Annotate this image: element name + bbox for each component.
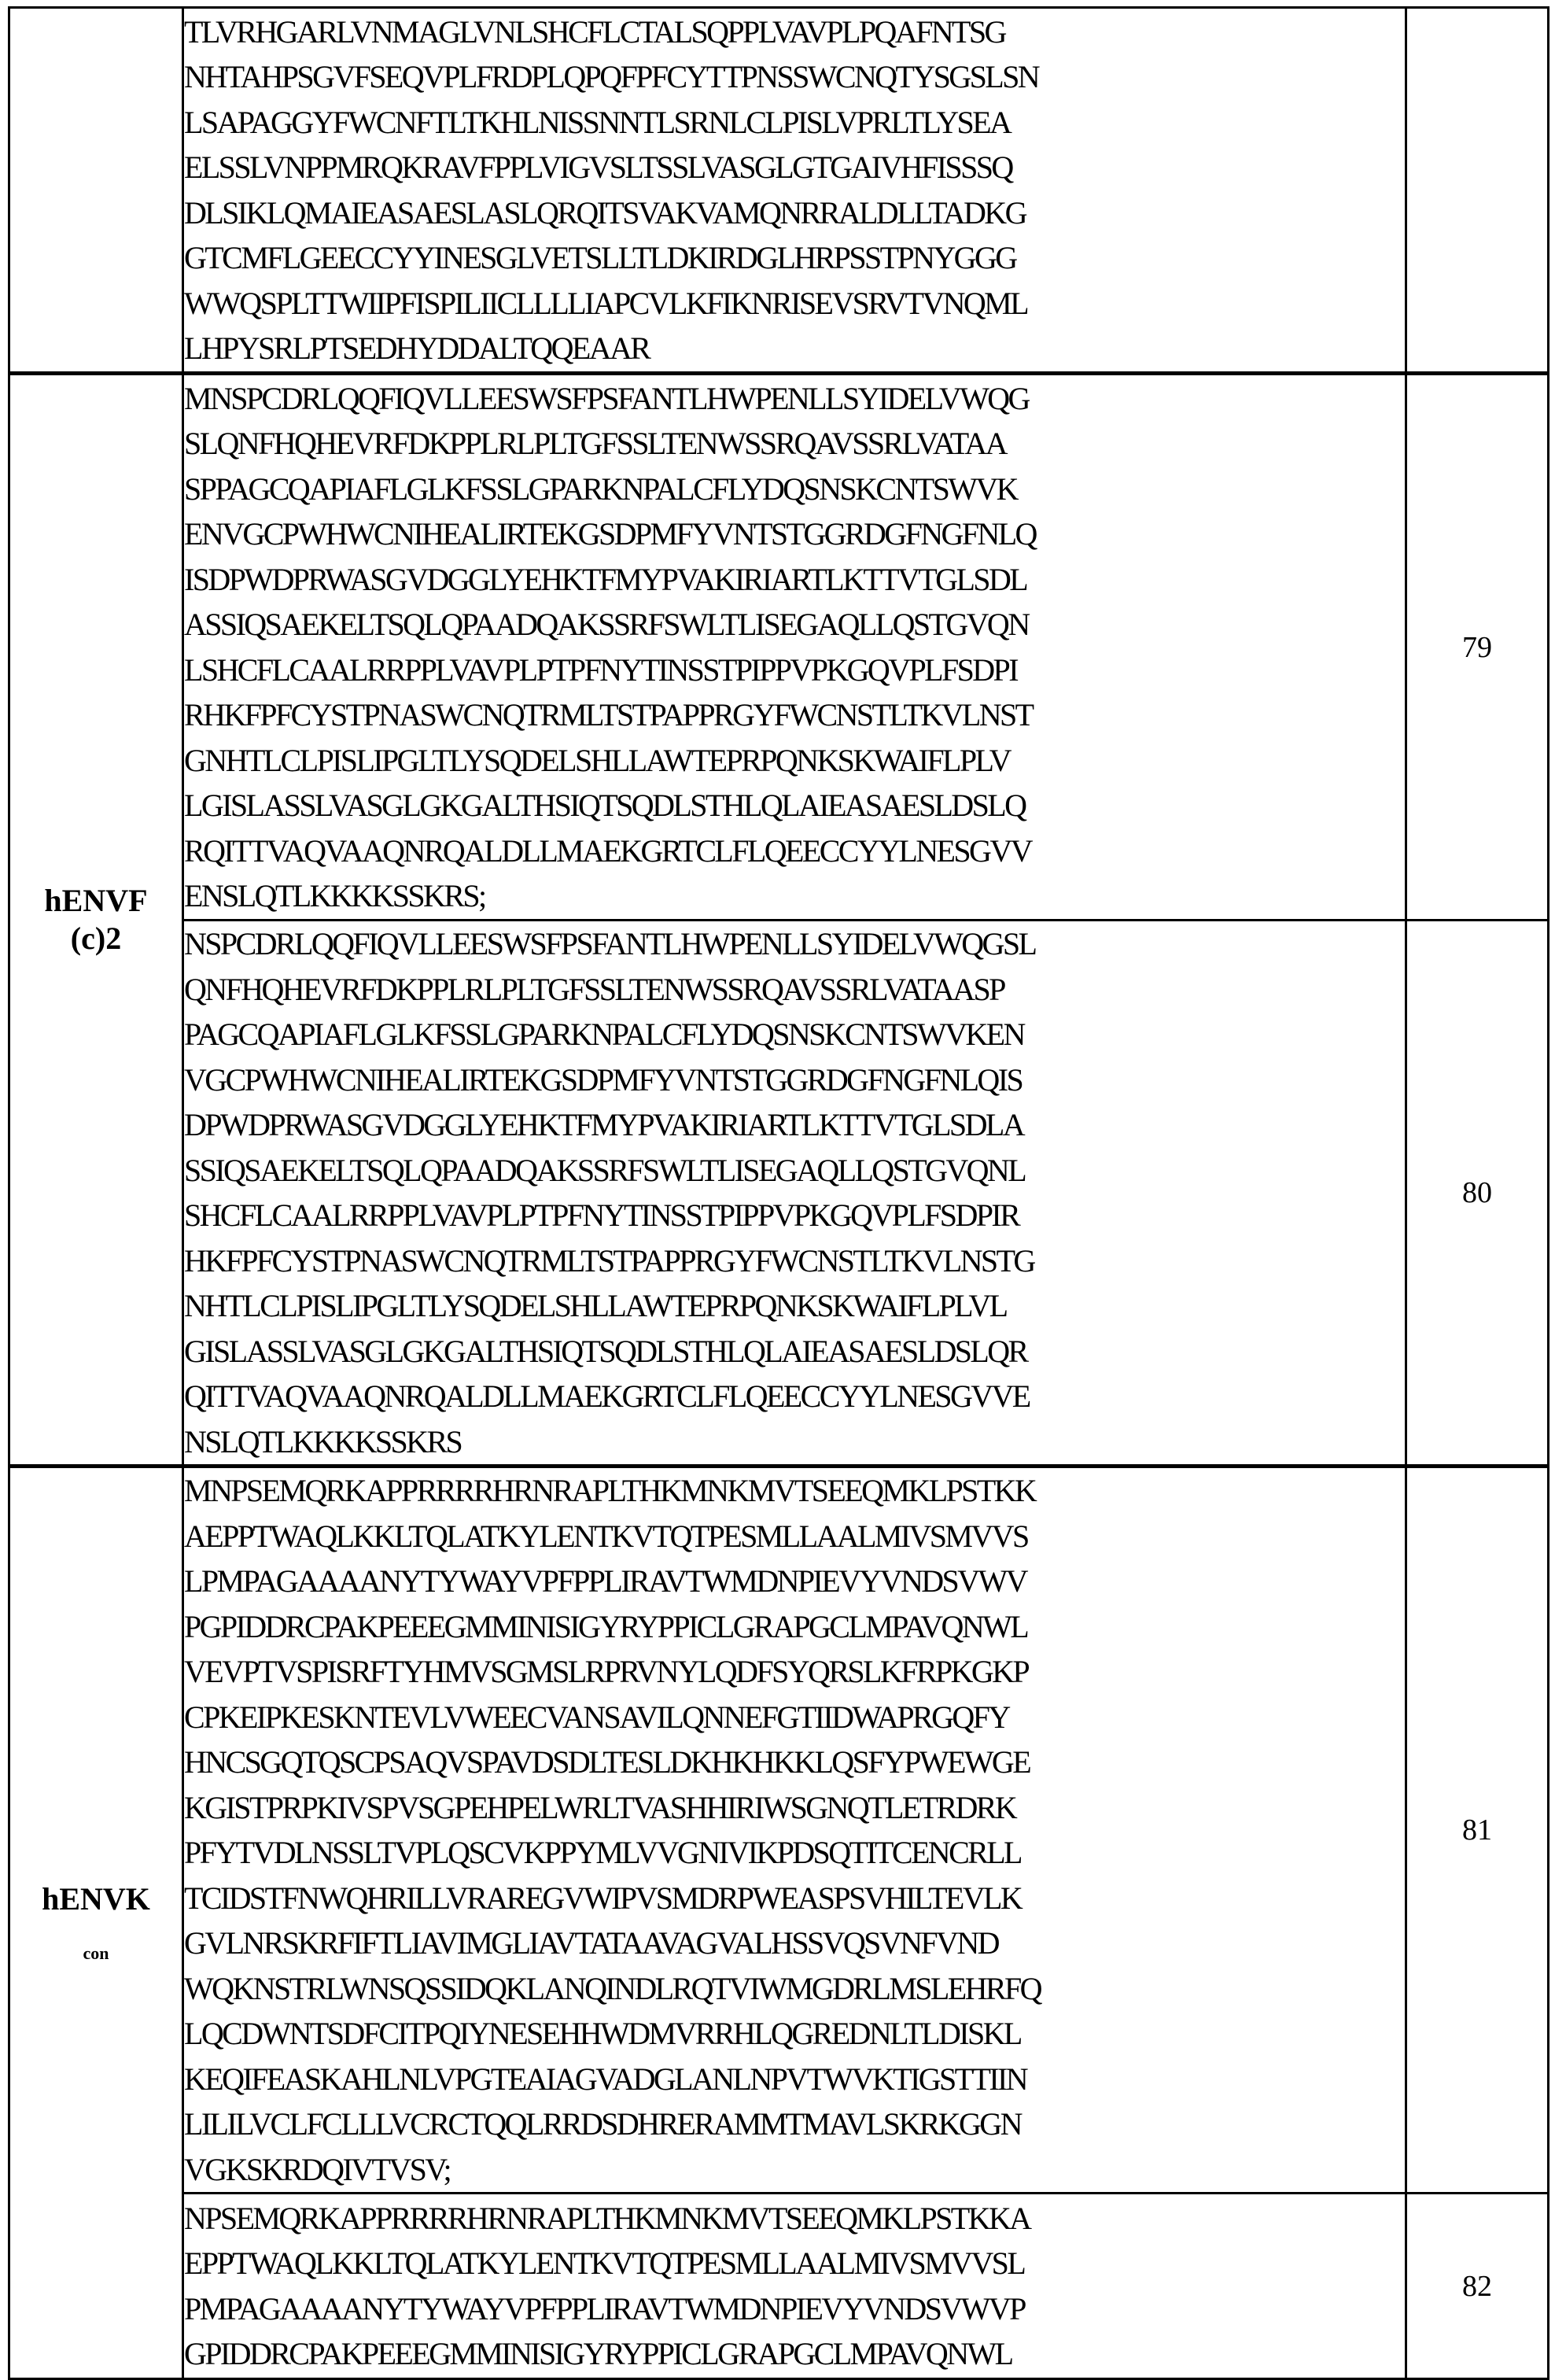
- sequence-line: LILILVCLFCLLLVCRCTQQLRRDSDHRERAMMTMAVLSKRKGGN: [184, 2106, 1021, 2142]
- sequence-line: CPKEIPKESKNTEVLVWEECVANSAVILQNNEFGTIIDWAPRGQFY: [184, 1699, 1009, 1735]
- sequence-table: [8, 6, 1549, 2380]
- sequence-line: WWQSPLTTWIIPFISPILIICLLLLIAPCVLKFIKNRISEVSRVTVNQML: [184, 285, 1027, 321]
- sequence-text-cell: [183, 8, 1406, 374]
- sequence-line: ISDPWDPRWASGVDGGLYEHKTFMYPVAKIRIARTLKTTVTGLSDL: [184, 561, 1027, 597]
- sequence-line: KEQIFEASKAHLNLVPGTEAIAGVADGLANLNPVTWVKTIGSTTIIN: [184, 2061, 1027, 2097]
- sequence-line: PMPAGAAAANYTYWAYVPFPPLIRAVTWMDNPIEVYVNDSVWVP: [184, 2290, 1025, 2326]
- sequence-line: DLSIKLQMAIEASAESLASLQRQITSVAKVAMQNRRALDLLTADKG: [184, 194, 1026, 231]
- sequence-line: ASSIQSAEKELTSQLQPAADQAKSSRFSWLTLISEGAQLLQSTGVQN: [184, 607, 1029, 642]
- table-row: [9, 8, 1549, 374]
- seq-id-cell: 81: [1406, 1467, 1549, 2194]
- sequence-line: GNHTLCLPISLIPGLTLYSQDELSHLLAWTEPRPQNKSKWAIFLPLV: [184, 742, 1010, 778]
- sequence-line: AEPPTWAQLKKLTQLATKYLENTKVTQTPESMLLAALMIVSMVVS: [184, 1518, 1028, 1554]
- sequence-name-cell: [9, 374, 183, 1467]
- sequence-line: WQKNSTRLWNSQSSIDQKLANQINDLRQTVIWMGDRLMSLEHRFQ: [184, 1970, 1041, 2006]
- seq-id-cell: 82: [1406, 2194, 1549, 2379]
- sequence-line: SPPAGCQAPIAFLGLKFSSLGPARKNPALCFLYDQSNSKCNTSWVK: [184, 470, 1017, 507]
- sequence-line: MNSPCDRLQQFIQVLLEESWSFPSFANTLHWPENLLSYIDELVWQG: [184, 380, 1029, 416]
- sequence-line: GTCMFLGEECCYYINESGLVETSLLTLDKIRDGLHRPSSTPNYGGG: [184, 240, 1016, 275]
- sequence-line: PFYTVDLNSSLTVPLQSCVKPPYMLVVGNIVIKPDSQTITCENCRLL: [184, 1835, 1021, 1870]
- sequence-line: MNPSEMQRKAPPRRRRHRNRAPLTHKMNKMVTSEEQMKLPSTKK: [184, 1473, 1036, 1508]
- sequence-line: HKFPFCYSTPNASWCNQTRMLTSTPAPPRGYFWCNSTLTKVLNSTG: [184, 1242, 1034, 1279]
- sequence-line: PGPIDDRCPAKPEEEGMMINISIGYRYPPICLGRAPGCLMPAVQNWL: [184, 1608, 1028, 1644]
- sequence-line: GVLNRSKRFIFTLIAVIMGLIAVTATAAVAGVALHSSVQSVNFVND: [184, 1925, 998, 1961]
- sequence-line: NHTLCLPISLIPGLTLYSQDELSHLLAWTEPRPQNKSKWAIFLPLVL: [184, 1288, 1007, 1323]
- table-row: [9, 2194, 1549, 2379]
- sequence-line: ENVGCPWHWCNIHEALIRTEKGSDPMFYVNTSTGGRDGFNGFNLQ: [184, 516, 1036, 552]
- sequence-name-cell: [9, 8, 183, 374]
- sequence-name: hENVF: [44, 883, 148, 918]
- sequence-line: SLQNFHQHEVRFDKPPLRLPLTGFSSLTENWSSRQAVSSRLVATAA: [184, 426, 1006, 461]
- sequence-line: LSHCFLCAALRRPPLVAVPLPTPFNYTINSSTPIPPVPKGQVPLFSDPI: [184, 651, 1017, 688]
- sequence-line: NHTAHPSGVFSEQVPLFRDPLQPQFPFCYTTPNSSWCNQTYSGSLSN: [184, 59, 1039, 94]
- sequence-line: NPSEMQRKAPPRRRRHRNRAPLTHKMNKMVTSEEQMKLPSTKKA: [184, 2200, 1030, 2236]
- sequence-line: RHKFPFCYSTPNASWCNQTRMLTSTPAPPRGYFWCNSTLTKVLNST: [184, 697, 1033, 732]
- sequence-line: SHCFLCAALRRPPLVAVPLPTPFNYTINSSTPIPPVPKGQVPLFSDPIR: [184, 1197, 1019, 1233]
- seq-id-cell: 79: [1406, 374, 1549, 921]
- sequence-line: GPIDDRCPAKPEEEGMMINISIGYRYPPICLGRAPGCLMPAVQNWL: [184, 2336, 1012, 2371]
- sequence-line: DPWDPRWASGVDGGLYEHKTFMYPVAKIRIARTLKTTVTGLSDLA: [184, 1107, 1023, 1142]
- sequence-line: HNCSGQTQSCPSAQVSPAVDSDLTESLDKHKHKKLQSFYPWEWGE: [184, 1744, 1030, 1780]
- sequence-name-subscript: con: [83, 1943, 109, 1963]
- sequence-line: LHPYSRLPTSEDHYDDALTQQEAAR: [184, 330, 650, 366]
- sequence-line: NSLQTLKKKKSSKRS: [184, 1423, 462, 1459]
- sequence-line: RQITTVAQVAAQNRQALDLLMAEKGRTCLFLQEECCYYLNESGVV: [184, 832, 1031, 869]
- sequence-name: hENVK: [42, 1881, 150, 1917]
- sequence-line: VEVPTVSPISRFTYHMVSGMSLRPRVNYLQDFSYQRSLKFRPKGKP: [184, 1654, 1029, 1689]
- sequence-line: LPMPAGAAAANYTYWAYVPFPPLIRAVTWMDNPIEVYVNDSVWV: [184, 1563, 1026, 1599]
- sequence-line: EPPTWAQLKKLTQLATKYLENTKVTQTPESMLLAALMIVSMVVSL: [184, 2245, 1025, 2281]
- sequence-text-cell: [183, 2194, 1406, 2379]
- seq-id-cell: [1406, 8, 1549, 374]
- table-row: [9, 921, 1549, 1467]
- sequence-line: LSAPAGGYFWCNFTLTKHLNISSNNTLSRNLCLPISLVPRLTLYSEA: [184, 104, 1011, 140]
- sequence-line: QITTVAQVAAQNRQALDLLMAEKGRTCLFLQEECCYYLNESGVVE: [184, 1378, 1030, 1414]
- sequence-line: VGKSKRDQIVTVSV;: [184, 2151, 451, 2187]
- sequence-text-cell: [183, 921, 1406, 1467]
- sequence-line: QNFHQHEVRFDKPPLRLPLTGFSSLTENWSSRQAVSSRLVATAASP: [184, 971, 1004, 1007]
- sequence-line: LGISLASSLVASGLGKGALTHSIQTSQDLSTHLQLAIEASAESLDSLQ: [184, 788, 1026, 823]
- sequence-line: VGCPWHWCNIHEALIRTEKGSDPMFYVNTSTGGRDGFNGFNLQIS: [184, 1061, 1023, 1098]
- sequence-line: ELSSLVNPPMRQKRAVFPPLVIGVSLTSSLVASGLGTGAIVHFISSSQ: [184, 149, 1012, 185]
- sequence-name-suffix: (c)2: [70, 921, 122, 956]
- table-row: [9, 374, 1549, 921]
- sequence-line: ENSLQTLKKKKSSKRS;: [184, 878, 485, 913]
- sequence-text-cell: [183, 1467, 1406, 2194]
- sequence-text-cell: [183, 374, 1406, 921]
- sequence-line: KGISTPRPKIVSPVSGPEHPELWRLTVASHHIRIWSGNQTLETRDRK: [184, 1789, 1016, 1825]
- sequence-line: TCIDSTFNWQHRILLVRAREGVWIPVSMDRPWEASPSVHILTEVLK: [184, 1880, 1022, 1916]
- sequence-line: LQCDWNTSDFCITPQIYNESEHHWDMVRRHLQGREDNLTLDISKL: [184, 2016, 1021, 2051]
- sequence-line: TLVRHGARLVNMAGLVNLSHCFLCTALSQPPLVAVPLPQAFNTSG: [184, 13, 1005, 50]
- sequence-line: NSPCDRLQQFIQVLLEESWSFPSFANTLHWPENLLSYIDELVWQGSL: [184, 926, 1036, 961]
- sequence-line: SSIQSAEKELTSQLQPAADQAKSSRFSWLTLISEGAQLLQSTGVQNL: [184, 1152, 1026, 1188]
- table-row: [9, 1467, 1549, 2194]
- seq-id-cell: 80: [1406, 921, 1549, 1467]
- sequence-line: GISLASSLVASGLGKGALTHSIQTSQDLSTHLQLAIEASAESLDSLQR: [184, 1333, 1027, 1369]
- sequence-line: PAGCQAPIAFLGLKFSSLGPARKNPALCFLYDQSNSKCNTSWVKEN: [184, 1017, 1024, 1052]
- sequence-name-cell: [9, 1467, 183, 2379]
